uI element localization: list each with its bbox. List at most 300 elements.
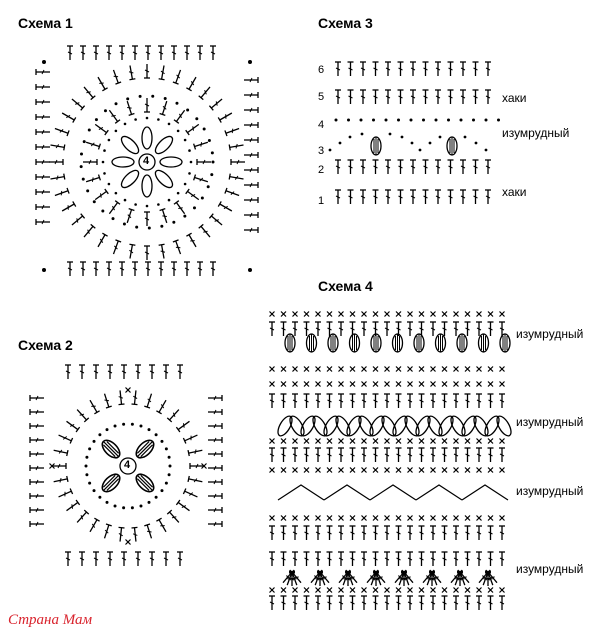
double-crochet — [473, 160, 479, 174]
double-crochet — [144, 98, 150, 112]
double-crochet — [188, 447, 203, 456]
double-crochet — [304, 552, 310, 566]
double-crochet — [65, 419, 80, 432]
double-crochet — [183, 488, 198, 499]
single-crochet — [362, 516, 367, 521]
double-crochet — [208, 423, 222, 429]
single-crochet — [419, 312, 424, 317]
single-crochet — [327, 367, 332, 372]
chain-dot — [93, 440, 96, 443]
double-crochet — [132, 46, 138, 60]
double-crochet — [304, 394, 310, 408]
chain-dot — [83, 140, 86, 143]
double-crochet — [163, 365, 169, 379]
double-crochet — [396, 394, 402, 408]
chain-dot — [460, 119, 463, 122]
double-crochet — [53, 476, 68, 485]
scheme-3-color-label: хаки — [502, 185, 527, 199]
double-crochet — [476, 526, 482, 540]
double-crochet — [197, 159, 211, 165]
bobble — [500, 334, 510, 352]
double-crochet — [171, 46, 177, 60]
single-crochet — [327, 312, 332, 317]
chain-dot — [42, 60, 46, 64]
double-crochet — [79, 552, 85, 566]
double-crochet — [398, 90, 404, 104]
chain-dot — [372, 119, 375, 122]
chain-dot — [165, 482, 168, 485]
chain-dot — [164, 97, 167, 100]
single-crochet — [270, 367, 275, 372]
double-crochet — [121, 365, 127, 379]
chain-dot — [335, 119, 338, 122]
chain-dot — [411, 142, 414, 145]
double-crochet — [119, 46, 125, 60]
double-crochet — [435, 160, 441, 174]
double-crochet — [158, 262, 164, 276]
double-crochet — [225, 188, 240, 198]
double-crochet — [54, 188, 69, 198]
single-crochet — [293, 516, 298, 521]
double-crochet — [61, 110, 76, 122]
single-crochet — [281, 516, 286, 521]
chain-dot — [104, 109, 107, 112]
double-crochet — [485, 62, 491, 76]
single-crochet — [350, 468, 355, 473]
double-crochet — [36, 174, 50, 180]
double-crochet — [348, 90, 354, 104]
double-crochet — [36, 114, 50, 120]
single-crochet — [477, 439, 482, 444]
double-crochet — [210, 262, 216, 276]
double-crochet — [93, 46, 99, 60]
single-crochet — [281, 382, 286, 387]
double-crochet — [156, 399, 168, 414]
double-crochet — [208, 521, 222, 527]
double-crochet — [476, 394, 482, 408]
double-crochet — [430, 448, 436, 462]
double-crochet — [385, 190, 391, 204]
bobble — [307, 334, 317, 352]
double-crochet — [419, 596, 425, 610]
single-crochet — [431, 439, 436, 444]
single-crochet — [339, 312, 344, 317]
double-crochet — [373, 90, 379, 104]
single-crochet — [488, 382, 493, 387]
chain-dot — [123, 223, 126, 226]
double-crochet — [209, 97, 224, 111]
single-crochet — [362, 312, 367, 317]
single-crochet — [431, 382, 436, 387]
double-crochet — [373, 526, 379, 540]
single-crochet — [362, 468, 367, 473]
double-crochet — [348, 62, 354, 76]
single-crochet — [477, 312, 482, 317]
double-crochet — [186, 233, 198, 248]
chain-dot — [88, 129, 91, 132]
double-crochet — [410, 160, 416, 174]
double-crochet — [131, 390, 138, 405]
double-crochet — [360, 62, 366, 76]
single-crochet — [500, 382, 505, 387]
chain-dot — [248, 60, 252, 64]
double-crochet — [36, 219, 50, 225]
double-crochet — [145, 262, 151, 276]
chain-dot — [212, 161, 215, 164]
double-crochet — [460, 62, 466, 76]
double-crochet — [244, 92, 258, 98]
double-crochet — [488, 526, 494, 540]
double-crochet — [176, 419, 191, 432]
double-crochet — [30, 479, 44, 485]
single-crochet — [385, 382, 390, 387]
double-crochet — [281, 526, 287, 540]
double-crochet — [183, 432, 198, 443]
scheme-4-chart — [269, 312, 514, 611]
double-crochet — [423, 62, 429, 76]
scheme-4-color-label: изумрудный — [516, 327, 584, 341]
chain-dot — [208, 139, 211, 142]
chain-dot — [397, 119, 400, 122]
chain-dot — [210, 173, 213, 176]
double-crochet — [465, 526, 471, 540]
double-crochet — [124, 209, 134, 224]
chain-dot — [93, 200, 96, 203]
double-crochet — [145, 46, 151, 60]
single-crochet — [396, 439, 401, 444]
double-crochet — [85, 175, 100, 185]
double-crochet — [360, 90, 366, 104]
double-crochet — [304, 322, 310, 336]
double-crochet — [281, 552, 287, 566]
double-crochet — [407, 322, 413, 336]
double-crochet — [65, 500, 80, 513]
chain-dot — [146, 117, 149, 120]
single-crochet — [293, 382, 298, 387]
single-crochet — [408, 312, 413, 317]
single-crochet — [270, 516, 275, 521]
watermark: Страна Мам — [8, 612, 93, 628]
chain-dot — [108, 139, 111, 142]
chain-dot — [135, 226, 138, 229]
scheme-4-title: Схема 4 — [318, 278, 373, 294]
double-crochet — [453, 526, 459, 540]
chain-dot — [203, 128, 206, 131]
double-crochet — [292, 322, 298, 336]
double-crochet — [244, 212, 258, 218]
single-crochet — [304, 312, 309, 317]
single-crochet — [281, 312, 286, 317]
single-crochet — [327, 439, 332, 444]
double-crochet — [396, 526, 402, 540]
double-crochet — [442, 394, 448, 408]
double-crochet — [93, 552, 99, 566]
chain-dot — [122, 506, 125, 509]
chain-dot — [148, 501, 151, 504]
single-crochet — [442, 588, 447, 593]
double-crochet — [335, 62, 341, 76]
single-crochet — [419, 516, 424, 521]
single-crochet — [327, 468, 332, 473]
chain-dot — [464, 136, 467, 139]
double-crochet — [160, 209, 170, 224]
double-crochet — [269, 552, 275, 566]
double-crochet — [186, 122, 201, 135]
double-crochet — [244, 167, 258, 173]
double-crochet — [338, 394, 344, 408]
chain-dot — [188, 149, 191, 152]
double-crochet — [361, 394, 367, 408]
double-crochet — [338, 322, 344, 336]
single-crochet — [126, 388, 131, 393]
double-crochet — [398, 160, 404, 174]
double-crochet — [488, 552, 494, 566]
double-crochet — [335, 190, 341, 204]
double-crochet — [419, 552, 425, 566]
chain-dot — [485, 119, 488, 122]
chain-dot — [339, 142, 342, 145]
scheme-3-color-label: изумрудный — [502, 126, 570, 140]
double-crochet — [65, 552, 71, 566]
bobble — [371, 137, 381, 155]
single-crochet — [350, 516, 355, 521]
double-crochet — [430, 596, 436, 610]
single-crochet — [304, 516, 309, 521]
double-crochet — [186, 189, 201, 202]
single-crochet — [304, 439, 309, 444]
double-crochet — [117, 390, 124, 405]
scheme-3-row-number: 6 — [318, 64, 325, 76]
double-crochet — [485, 160, 491, 174]
double-crochet — [57, 488, 72, 499]
double-crochet — [361, 322, 367, 336]
chain-dot — [190, 161, 193, 164]
double-crochet — [208, 493, 222, 499]
bobble — [328, 334, 338, 352]
double-crochet — [398, 190, 404, 204]
chain-dot — [85, 456, 88, 459]
single-crochet — [327, 588, 332, 593]
double-crochet — [304, 448, 310, 462]
double-crochet — [36, 144, 50, 150]
single-crochet — [442, 382, 447, 387]
chain-dot — [106, 428, 109, 431]
single-crochet — [373, 367, 378, 372]
chain-dot — [86, 189, 89, 192]
double-crochet — [36, 99, 50, 105]
double-crochet — [407, 394, 413, 408]
chain-dot — [93, 489, 96, 492]
double-crochet — [119, 262, 125, 276]
single-crochet — [385, 516, 390, 521]
double-crochet — [327, 448, 333, 462]
double-crochet — [350, 552, 356, 566]
double-crochet — [208, 437, 222, 443]
double-crochet — [407, 448, 413, 462]
double-crochet — [36, 84, 50, 90]
double-crochet — [453, 322, 459, 336]
double-crochet — [210, 46, 216, 60]
double-crochet — [176, 500, 191, 513]
chain-dot — [168, 456, 171, 459]
double-crochet — [373, 62, 379, 76]
double-crochet — [499, 448, 505, 462]
chain-dot — [169, 465, 172, 468]
single-crochet — [396, 367, 401, 372]
single-crochet — [442, 312, 447, 317]
bobble — [414, 334, 424, 352]
double-crochet — [144, 246, 150, 260]
double-crochet — [315, 596, 321, 610]
double-crochet — [292, 552, 298, 566]
single-crochet — [465, 588, 470, 593]
double-crochet — [499, 596, 505, 610]
double-crochet — [373, 160, 379, 174]
single-crochet — [385, 468, 390, 473]
single-crochet — [488, 516, 493, 521]
chain-dot — [401, 136, 404, 139]
double-crochet — [194, 139, 209, 149]
double-crochet — [315, 552, 321, 566]
chain-dot — [184, 139, 187, 142]
double-crochet — [473, 90, 479, 104]
double-crochet — [144, 393, 154, 408]
double-crochet — [75, 408, 89, 422]
single-crochet — [442, 516, 447, 521]
double-crochet — [208, 507, 222, 513]
double-crochet — [292, 448, 298, 462]
double-crochet — [384, 552, 390, 566]
double-crochet — [30, 507, 44, 513]
chain-dot — [175, 102, 178, 105]
chain-dot — [101, 210, 104, 213]
double-crochet — [453, 448, 459, 462]
double-crochet — [218, 201, 233, 213]
double-crochet — [67, 262, 73, 276]
double-crochet — [423, 190, 429, 204]
single-crochet — [316, 312, 321, 317]
double-crochet — [50, 142, 65, 150]
double-crochet — [93, 122, 108, 135]
scheme-3-row-number: 4 — [318, 119, 325, 131]
double-crochet — [315, 526, 321, 540]
double-crochet — [36, 204, 50, 210]
single-crochet — [419, 468, 424, 473]
single-crochet — [500, 439, 505, 444]
scheme-3-title: Схема 3 — [318, 15, 373, 31]
single-crochet — [396, 382, 401, 387]
double-crochet — [229, 142, 244, 150]
single-crochet — [431, 312, 436, 317]
single-crochet — [465, 516, 470, 521]
single-crochet — [477, 516, 482, 521]
single-crochet — [396, 516, 401, 521]
double-crochet — [197, 262, 203, 276]
chain-dot — [106, 501, 109, 504]
single-crochet — [304, 588, 309, 593]
double-crochet — [292, 596, 298, 610]
chain-dot — [134, 203, 137, 206]
double-crochet — [135, 365, 141, 379]
single-crochet — [385, 367, 390, 372]
single-crochet — [408, 382, 413, 387]
double-crochet — [67, 46, 73, 60]
single-crochet — [373, 312, 378, 317]
single-crochet — [442, 468, 447, 473]
single-crochet — [293, 468, 298, 473]
chain-dot — [165, 447, 168, 450]
single-crochet — [477, 468, 482, 473]
scheme-3-row-number: 2 — [318, 164, 325, 176]
double-crochet — [315, 394, 321, 408]
chain-dot — [139, 425, 142, 428]
double-crochet — [244, 107, 258, 113]
scheme-1-title: Схема 1 — [18, 15, 73, 31]
double-crochet — [124, 100, 134, 115]
double-crochet — [384, 526, 390, 540]
chain-dot — [361, 133, 364, 136]
double-crochet — [435, 190, 441, 204]
double-crochet — [30, 423, 44, 429]
single-crochet — [385, 312, 390, 317]
double-crochet — [419, 448, 425, 462]
double-crochet — [384, 448, 390, 462]
double-crochet — [396, 552, 402, 566]
chain-dot — [131, 423, 134, 426]
double-crochet — [229, 174, 244, 182]
single-crochet — [293, 312, 298, 317]
chain-dot — [385, 119, 388, 122]
single-crochet — [339, 588, 344, 593]
double-crochet — [107, 201, 120, 216]
bobble — [457, 334, 467, 352]
double-crochet — [453, 552, 459, 566]
double-crochet — [174, 201, 187, 216]
single-crochet — [385, 588, 390, 593]
double-crochet — [102, 524, 112, 539]
single-crochet — [362, 439, 367, 444]
chain-dot — [80, 165, 83, 168]
double-crochet — [167, 510, 181, 524]
double-crochet — [350, 394, 356, 408]
double-crochet — [82, 85, 96, 100]
single-crochet — [350, 382, 355, 387]
double-crochet — [269, 526, 275, 540]
double-crochet — [385, 62, 391, 76]
double-crochet — [476, 448, 482, 462]
single-crochet — [442, 439, 447, 444]
double-crochet — [102, 393, 112, 408]
double-crochet — [135, 552, 141, 566]
chain-dot — [95, 118, 98, 121]
chain-dot — [124, 199, 127, 202]
double-crochet — [93, 365, 99, 379]
double-crochet — [384, 394, 390, 408]
double-crochet — [218, 110, 233, 122]
chain-dot — [410, 119, 413, 122]
double-crochet — [80, 262, 86, 276]
double-crochet — [430, 394, 436, 408]
scheme-3-color-label: хаки — [502, 91, 527, 105]
double-crochet — [407, 596, 413, 610]
single-crochet — [500, 468, 505, 473]
chain-dot — [85, 473, 88, 476]
single-crochet — [362, 588, 367, 593]
double-crochet — [398, 62, 404, 76]
single-crochet — [373, 516, 378, 521]
single-crochet — [488, 439, 493, 444]
chain-dot — [177, 192, 180, 195]
